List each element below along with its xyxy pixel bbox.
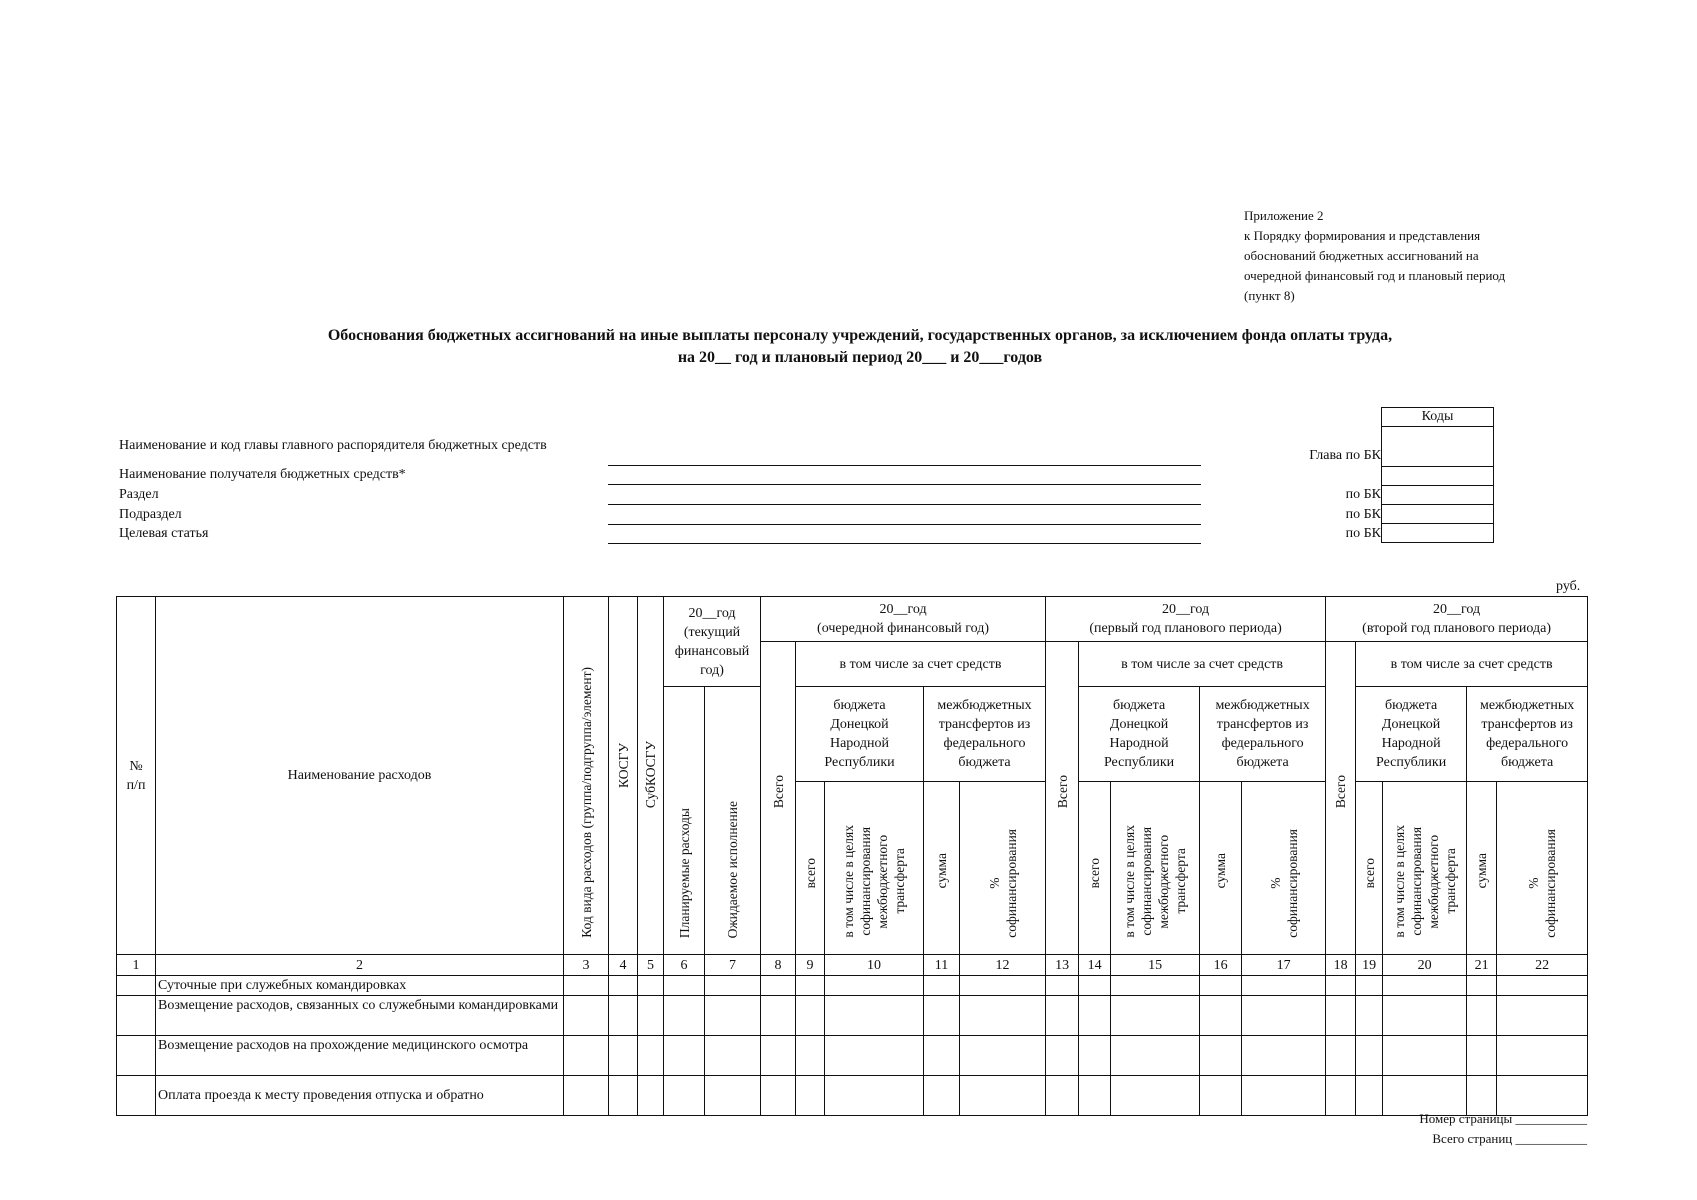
cofin-line-4: трансферта — [1173, 848, 1189, 915]
data-cell[interactable] — [1383, 996, 1467, 1036]
data-cell[interactable] — [638, 976, 664, 996]
header-current-year: 20__год (текущий финансовый год) — [664, 597, 761, 687]
data-cell[interactable] — [1200, 996, 1242, 1036]
data-cell[interactable] — [117, 976, 156, 996]
column-numbers-row — [117, 955, 1588, 976]
total-pages-field[interactable]: Всего страниц ___________ — [1432, 1131, 1587, 1146]
sub-pct-label — [986, 829, 1020, 938]
header-total-plan1-label: Всего — [1054, 774, 1070, 808]
header-incl-next: в том числе за счет средств — [796, 642, 1046, 687]
document-title — [160, 325, 1560, 369]
data-cell[interactable] — [1046, 996, 1079, 1036]
cofin-line-3: межбюджетного — [1156, 834, 1172, 929]
data-cell[interactable] — [1200, 1036, 1242, 1076]
column-number-cell: 19 — [1356, 955, 1383, 976]
sub-total-label: всего — [1087, 857, 1103, 888]
header-total-plan2-label: Всего — [1333, 774, 1349, 808]
expenses-table — [116, 596, 1588, 1116]
data-cell[interactable] — [638, 996, 664, 1036]
header-sub-total-plan1 — [1079, 782, 1111, 955]
field-line-recipient[interactable] — [608, 484, 1201, 485]
data-cell[interactable] — [1242, 996, 1326, 1036]
subsection-bk-label: по БК — [1345, 507, 1381, 522]
header-expected-label: Ожидаемое исполнение — [725, 800, 740, 938]
data-cell[interactable] — [1497, 996, 1588, 1036]
data-cell[interactable] — [1079, 1076, 1111, 1116]
data-cell[interactable] — [664, 976, 705, 996]
header-sub-sum-next — [924, 782, 960, 955]
data-cell[interactable] — [761, 976, 796, 996]
pct-line-2: софинансирования — [1543, 829, 1559, 938]
header-budget-next: бюджета Донецкой Народной Республики — [796, 687, 924, 782]
header-budget-plan2: бюджета Донецкой Народной Республики — [1356, 687, 1467, 782]
page-info — [1419, 1109, 1587, 1149]
header-next-year-2: (очередной финансовый год) — [817, 621, 989, 636]
sub-total-label: всего — [802, 857, 818, 888]
column-number-cell: 20 — [1383, 955, 1467, 976]
header-sub-sum-plan1 — [1200, 782, 1242, 955]
code-cell-subsection[interactable] — [1382, 505, 1494, 524]
title-line-2: на 20__ год и плановый период 20___ и 20___годов — [677, 349, 1043, 366]
data-cell[interactable] — [796, 996, 825, 1036]
sub-sum-label: сумма — [1474, 852, 1490, 888]
header-num-label: № п/п — [126, 758, 146, 793]
data-cell[interactable] — [564, 1076, 609, 1116]
header-next-year — [761, 597, 1046, 642]
header-sub-pct-plan1 — [1242, 782, 1326, 955]
column-number-cell: 21 — [1467, 955, 1497, 976]
header-sub-cofin-plan2 — [1383, 782, 1467, 955]
cofin-line-1: в том числе в целях — [1122, 825, 1138, 938]
data-cell[interactable] — [1326, 996, 1356, 1036]
data-cell[interactable] — [761, 1076, 796, 1116]
cofin-line-4: трансферта — [1442, 848, 1458, 915]
currency-label: руб. — [1556, 579, 1581, 594]
cofin-line-2: софинансирования — [1408, 827, 1424, 937]
data-cell[interactable] — [609, 976, 638, 996]
sub-sum-label: сумма — [1213, 852, 1229, 888]
data-cell[interactable] — [1200, 1076, 1242, 1116]
header-expected — [705, 687, 761, 955]
target-bk-label: по БК — [1345, 526, 1381, 541]
chapter-bk-label: Глава по БК — [1309, 448, 1381, 463]
field-label-recipient: Наименование получателя бюджетных средств* — [119, 467, 406, 482]
data-cell[interactable] — [761, 1036, 796, 1076]
data-cell[interactable] — [924, 976, 960, 996]
expense-name-cell: Оплата проезда к месту проведения отпуска и обратно — [156, 1076, 564, 1116]
cofin-line-4: трансферта — [892, 848, 907, 915]
field-label-subsection: Подраздел — [119, 507, 182, 522]
data-cell[interactable] — [1467, 976, 1497, 996]
data-cell[interactable] — [1326, 976, 1356, 996]
data-cell[interactable] — [825, 976, 924, 996]
header-next-year-1: 20__год — [879, 602, 927, 617]
data-cell[interactable] — [1326, 1076, 1356, 1116]
data-cell[interactable] — [1111, 996, 1200, 1036]
data-cell[interactable] — [117, 1036, 156, 1076]
field-label-target-item: Целевая статья — [119, 526, 209, 541]
data-cell[interactable] — [1079, 996, 1111, 1036]
data-cell[interactable] — [1111, 976, 1200, 996]
title-line-1: Обоснования бюджетных ассигнований на иные выплаты персоналу учреждений, государственных органов, за исключением фонда оплаты труда, — [327, 327, 1393, 344]
header-sub-pct-plan2 — [1497, 782, 1588, 955]
data-cell[interactable] — [1242, 1036, 1326, 1076]
field-line-target-item[interactable] — [608, 543, 1201, 544]
column-number-cell: 17 — [1242, 955, 1326, 976]
data-cell[interactable] — [960, 976, 1046, 996]
cofin-line-3: межбюджетного — [875, 834, 890, 929]
column-number-cell: 10 — [825, 955, 924, 976]
data-cell[interactable] — [924, 1076, 960, 1116]
pct-line-2: софинансирования — [1284, 829, 1300, 938]
page-number-field[interactable]: Номер страницы ___________ — [1419, 1111, 1587, 1126]
header-sub-total-next — [796, 782, 825, 955]
data-cell[interactable] — [960, 1076, 1046, 1116]
data-cell[interactable] — [564, 996, 609, 1036]
column-number-cell: 4 — [609, 955, 638, 976]
data-cell[interactable] — [705, 976, 761, 996]
data-cell[interactable] — [117, 1076, 156, 1116]
column-number-cell: 12 — [960, 955, 1046, 976]
data-cell[interactable] — [705, 1036, 761, 1076]
expense-name-cell: Суточные при служебных командировках — [156, 976, 564, 996]
table-row — [117, 976, 1588, 996]
header-kvr-label: Код вида расходов (группа/подгруппа/элемент) — [578, 667, 594, 938]
pct-line-1: % — [1267, 878, 1283, 890]
data-cell[interactable] — [1079, 1036, 1111, 1076]
data-cell[interactable] — [796, 1036, 825, 1076]
column-number-cell: 9 — [796, 955, 825, 976]
header-budget-plan1: бюджета Донецкой Народной Республики — [1079, 687, 1200, 782]
cofin-line-2: софинансирования — [1139, 827, 1155, 937]
field-line-section[interactable] — [608, 504, 1201, 505]
data-cell[interactable] — [1497, 1036, 1588, 1076]
header-kosgu-label: КОСГУ — [615, 743, 631, 788]
data-cell[interactable] — [761, 996, 796, 1036]
sub-total-label: всего — [1361, 857, 1377, 888]
cofin-line-2: софинансирования — [858, 827, 873, 937]
code-cell-chapter[interactable] — [1382, 427, 1494, 467]
appendix-line: Приложение 2 — [1244, 208, 1324, 223]
header-sub-sum-plan2 — [1467, 782, 1497, 955]
data-cell[interactable] — [924, 996, 960, 1036]
data-cell[interactable] — [1356, 1036, 1383, 1076]
header-plan1-year-2: (первый год планового периода) — [1089, 621, 1282, 636]
expense-name-cell: Возмещение расходов на прохождение медицинского осмотра — [156, 1036, 564, 1076]
header-total-plan2 — [1326, 642, 1356, 955]
data-cell[interactable] — [1046, 976, 1079, 996]
header-planned-label: Планируемые расходы — [676, 807, 692, 938]
data-cell[interactable] — [1046, 1036, 1079, 1076]
sub-cofin-label — [840, 825, 908, 938]
header-kosgu — [609, 597, 638, 955]
data-cell[interactable] — [1046, 1076, 1079, 1116]
data-cell[interactable] — [1326, 1036, 1356, 1076]
data-cell[interactable] — [1467, 1036, 1497, 1076]
header-kvr — [564, 597, 609, 955]
header-subkosgu — [638, 597, 664, 955]
data-cell[interactable] — [1242, 1076, 1326, 1116]
field-label-chief-manager: Наименование и код главы главного распорядителя бюджетных средств — [119, 438, 547, 453]
data-cell[interactable] — [564, 1036, 609, 1076]
data-cell[interactable] — [1356, 996, 1383, 1036]
field-line-chief-manager[interactable] — [608, 465, 1201, 466]
cofin-line-1: в том числе в целях — [1391, 825, 1407, 938]
field-label-section: Раздел — [119, 487, 159, 502]
data-cell[interactable] — [1356, 1076, 1383, 1116]
data-cell[interactable] — [924, 1036, 960, 1076]
sub-cofin-label — [1391, 825, 1459, 938]
header-transfers-next: межбюджетных трансфертов из федерального бюджета — [924, 687, 1046, 782]
codes-header: Коды — [1382, 408, 1494, 427]
column-number-cell: 5 — [638, 955, 664, 976]
data-cell[interactable] — [1111, 1076, 1200, 1116]
column-number-cell: 3 — [564, 955, 609, 976]
section-bk-label: по БК — [1345, 487, 1381, 502]
data-cell[interactable] — [1467, 996, 1497, 1036]
data-cell[interactable] — [117, 996, 156, 1036]
column-number-cell: 22 — [1497, 955, 1588, 976]
column-number-cell: 11 — [924, 955, 960, 976]
column-number-cell: 6 — [664, 955, 705, 976]
code-cell-target[interactable] — [1382, 524, 1494, 543]
header-planned — [664, 687, 705, 955]
column-number-cell: 2 — [156, 955, 564, 976]
field-line-subsection[interactable] — [608, 524, 1201, 525]
data-cell[interactable] — [960, 996, 1046, 1036]
header-incl-plan2: в том числе за счет средств — [1356, 642, 1588, 687]
pct-line-1: % — [1526, 878, 1542, 890]
data-cell[interactable] — [664, 1036, 705, 1076]
column-number-cell: 1 — [117, 955, 156, 976]
header-name: Наименование расходов — [156, 597, 564, 955]
data-cell[interactable] — [564, 976, 609, 996]
header-subkosgu-label: СубКОСГУ — [643, 740, 658, 808]
data-cell[interactable] — [1242, 976, 1326, 996]
data-cell[interactable] — [960, 1036, 1046, 1076]
codes-table — [1381, 407, 1494, 543]
data-cell[interactable] — [609, 1036, 638, 1076]
sub-pct-label — [1267, 829, 1301, 938]
table-row — [117, 996, 1588, 1036]
code-cell-section[interactable] — [1382, 486, 1494, 505]
table-row — [117, 1036, 1588, 1076]
header-incl-plan1: в том числе за счет средств — [1079, 642, 1326, 687]
data-cell[interactable] — [705, 1076, 761, 1116]
header-sub-cofin-next — [825, 782, 924, 955]
header-total-plan1 — [1046, 642, 1079, 955]
data-cell[interactable] — [705, 996, 761, 1036]
table-row — [117, 1076, 1588, 1116]
data-cell[interactable] — [1383, 976, 1467, 996]
data-cell[interactable] — [825, 1076, 924, 1116]
data-cell[interactable] — [609, 996, 638, 1036]
pct-line-2: софинансирования — [1003, 829, 1019, 938]
cofin-line-3: межбюджетного — [1425, 834, 1441, 929]
header-total-next — [761, 642, 796, 955]
data-cell[interactable] — [796, 976, 825, 996]
cofin-line-1: в том числе в целях — [841, 825, 856, 938]
column-number-cell: 7 — [705, 955, 761, 976]
appendix-note — [1244, 206, 1505, 306]
expense-name-cell: Возмещение расходов, связанных со служебными командировками — [156, 996, 564, 1036]
appendix-line: (пункт 8) — [1244, 288, 1295, 303]
header-num — [117, 597, 156, 955]
sub-cofin-label — [1121, 825, 1189, 938]
column-number-cell: 14 — [1079, 955, 1111, 976]
appendix-line: к Порядку формирования и представления — [1244, 228, 1481, 243]
header-transfers-plan1: межбюджетных трансфертов из федерального бюджета — [1200, 687, 1326, 782]
header-plan2-year-2: (второй год планового периода) — [1362, 621, 1552, 636]
data-cell[interactable] — [1079, 976, 1111, 996]
sub-sum-label: сумма — [934, 852, 949, 888]
data-cell[interactable] — [825, 996, 924, 1036]
column-number-cell: 15 — [1111, 955, 1200, 976]
header-plan1-year-1: 20__год — [1162, 602, 1210, 617]
header-plan1-year — [1046, 597, 1326, 642]
data-cell[interactable] — [1356, 976, 1383, 996]
header-transfers-plan2: межбюджетных трансфертов из федерального бюджета — [1467, 687, 1588, 782]
header-sub-total-plan2 — [1356, 782, 1383, 955]
data-cell[interactable] — [664, 996, 705, 1036]
column-number-cell: 16 — [1200, 955, 1242, 976]
data-cell[interactable] — [638, 1076, 664, 1116]
data-cell[interactable] — [609, 1076, 638, 1116]
sub-pct-label — [1525, 829, 1559, 938]
data-cell[interactable] — [796, 1076, 825, 1116]
data-cell[interactable] — [1497, 976, 1588, 996]
appendix-line: обоснований бюджетных ассигнований на — [1244, 248, 1479, 263]
data-cell[interactable] — [1383, 1036, 1467, 1076]
data-cell[interactable] — [1111, 1036, 1200, 1076]
header-sub-pct-next — [960, 782, 1046, 955]
code-cell-recipient[interactable] — [1382, 467, 1494, 486]
column-number-cell: 8 — [761, 955, 796, 976]
data-cell[interactable] — [1200, 976, 1242, 996]
header-plan2-year-1: 20__год — [1433, 602, 1481, 617]
appendix-line: очередной финансовый год и плановый период — [1244, 268, 1506, 283]
data-cell[interactable] — [825, 1036, 924, 1076]
data-cell[interactable] — [638, 1036, 664, 1076]
header-total-next-label: Всего — [770, 774, 786, 808]
data-cell[interactable] — [664, 1076, 705, 1116]
column-number-cell: 18 — [1326, 955, 1356, 976]
column-number-cell: 13 — [1046, 955, 1079, 976]
header-sub-cofin-plan1 — [1111, 782, 1200, 955]
header-plan2-year — [1326, 597, 1588, 642]
pct-line-1: % — [986, 878, 1002, 890]
